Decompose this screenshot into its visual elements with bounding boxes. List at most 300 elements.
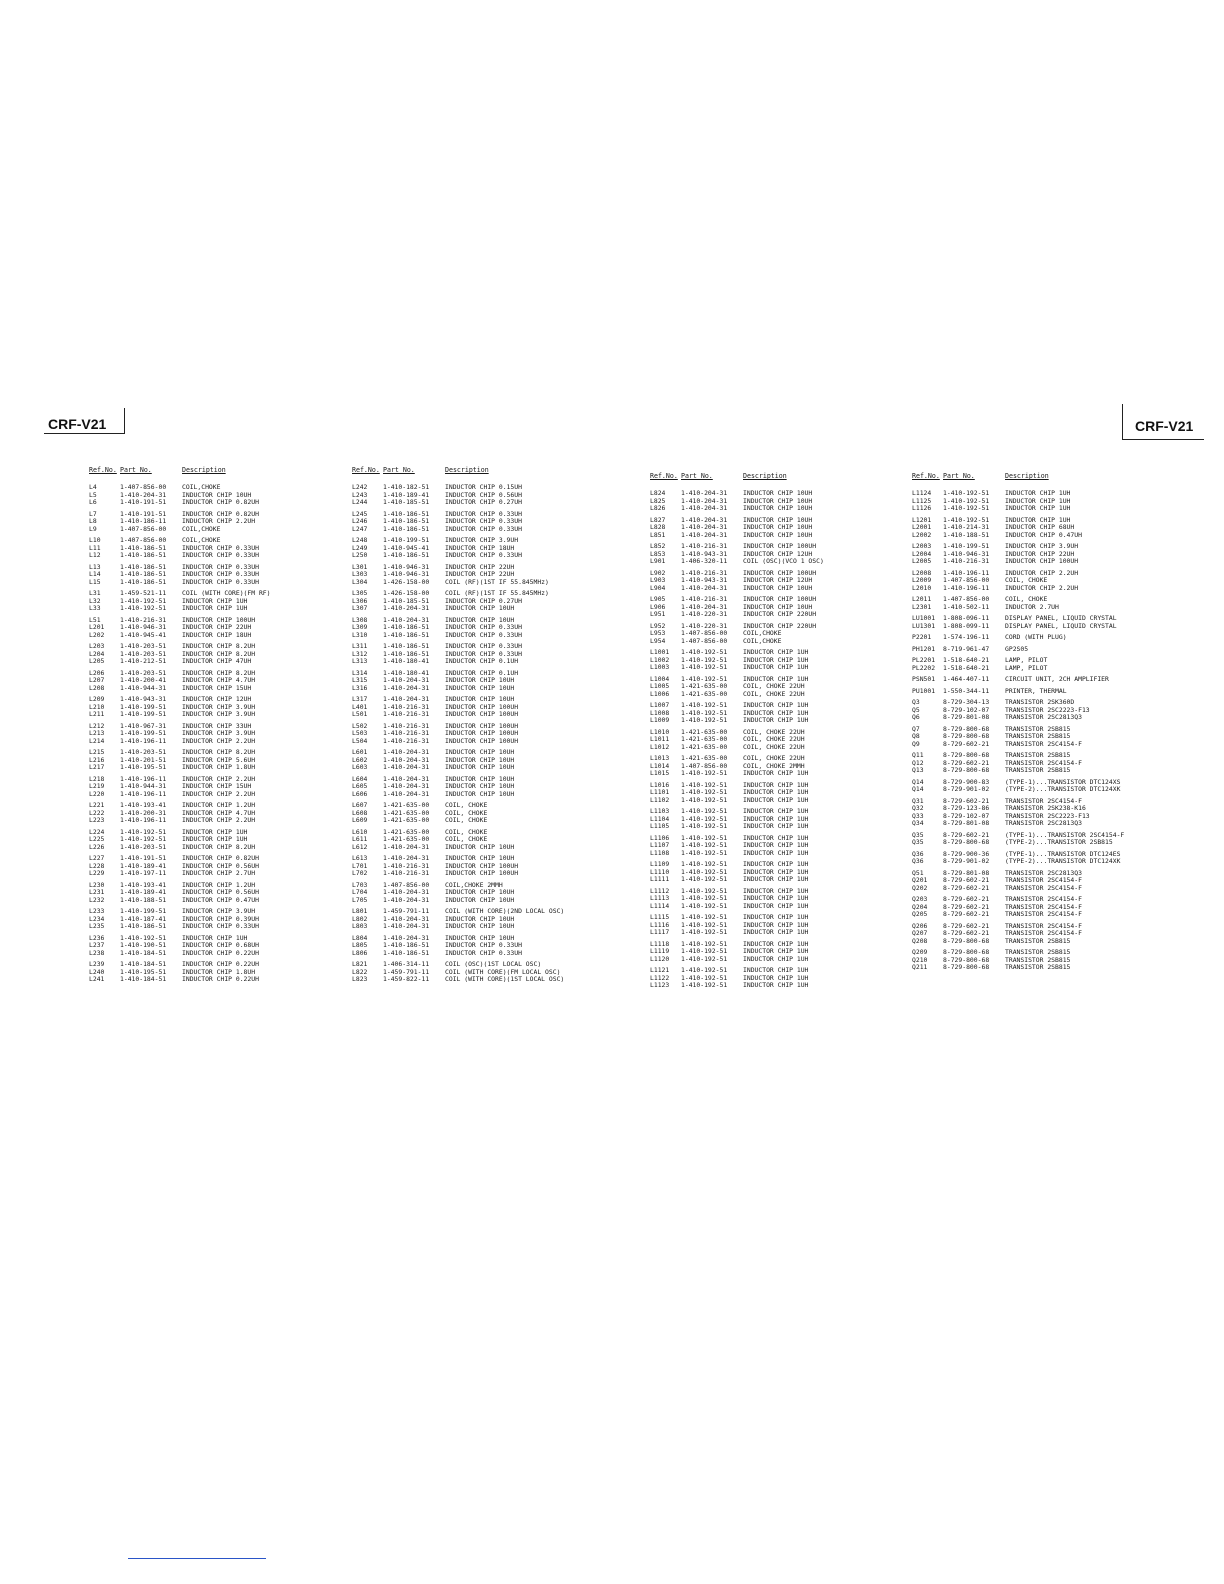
part-group: [89, 723, 339, 746]
part-number: 1-410-186-51: [120, 551, 167, 559]
part-number: 1-407-856-00: [943, 576, 990, 584]
part-group: [89, 590, 339, 613]
part-description: INDUCTOR CHIP 1UH: [182, 604, 248, 612]
part-description: INDUCTOR CHIP 1UH: [743, 886, 809, 895]
ref-number: L608: [352, 808, 368, 817]
part-number: 1-406-320-11: [681, 557, 728, 565]
part-number: 8-729-602-21: [943, 921, 990, 930]
ref-number: L217: [89, 763, 105, 771]
part-description: INDUCTOR CHIP 1UH: [743, 947, 809, 955]
ref-number: L610: [352, 827, 368, 836]
part-group: [912, 949, 1162, 972]
ref-number: L1107: [650, 841, 670, 849]
part-description: INDUCTOR CHIP 0.22UH: [182, 975, 259, 983]
part-description: COIL (WITH CORE)(1ST LOCAL OSC): [445, 975, 565, 983]
ref-number: L11: [89, 543, 101, 552]
part-number: 1-459-822-11: [383, 975, 430, 983]
ref-number: L244: [352, 498, 368, 506]
part-number: 1-410-944-31: [120, 782, 167, 790]
ref-number: L701: [352, 861, 368, 870]
part-row: [89, 817, 339, 825]
ref-number: L503: [352, 729, 368, 737]
part-description: INDUCTOR CHIP 1UH: [743, 795, 809, 804]
part-group: [650, 676, 900, 699]
ref-number: L13: [89, 562, 101, 571]
part-description: COIL (WITH CORE)(FM RF): [182, 589, 271, 597]
part-description: TRANSISTOR 2SB815: [1005, 766, 1071, 774]
part-description: TRANSISTOR 2SC4154-F: [1005, 796, 1082, 805]
part-number: 1-410-204-31: [681, 515, 728, 524]
column-header: [912, 472, 1162, 481]
part-description: COIL, CHOKE: [1005, 595, 1048, 603]
part-group: [89, 643, 339, 666]
ref-number: Q12: [912, 758, 924, 767]
part-group: [89, 696, 339, 719]
part-description: COIL, CHOKE 22UH: [743, 735, 805, 743]
part-number: 1-410-192-51: [681, 860, 728, 868]
ref-number: L2011: [912, 595, 932, 603]
part-number: 1-410-192-51: [681, 886, 728, 895]
ref-number: L1005: [650, 682, 670, 690]
part-description: INDUCTOR CHIP 220UH: [743, 610, 817, 618]
ref-number: L1117: [650, 928, 670, 936]
part-number: 1-410-192-51: [681, 947, 728, 955]
part-group: [352, 696, 602, 719]
parts-column-1: [89, 466, 339, 988]
part-number: 1-426-158-00: [383, 577, 430, 586]
part-row: [912, 714, 1162, 722]
part-number: 1-410-184-51: [120, 948, 167, 957]
part-header: Part No.: [383, 466, 415, 474]
part-description: TRANSISTOR 2SK238-K16: [1005, 804, 1086, 812]
part-description: (TYPE-2)...TRANSISTOR 2SB815: [1005, 838, 1113, 846]
part-number: 1-410-192-51: [681, 841, 728, 849]
ref-number: P2201: [912, 633, 932, 641]
ref-number: L853: [650, 549, 666, 558]
ref-number: L612: [352, 842, 368, 851]
ref-number: L311: [352, 642, 368, 650]
part-number: 1-410-216-31: [383, 729, 430, 737]
part-description: (TYPE-1)...TRANSISTOR DTC124XS: [1005, 777, 1121, 786]
part-number: 1-574-196-11: [943, 633, 990, 641]
part-number: 1-410-203-51: [120, 748, 167, 756]
part-row: [650, 797, 900, 805]
part-description: INDUCTOR CHIP 10UH: [743, 523, 813, 531]
ref-number: L310: [352, 630, 368, 639]
part-description: INDUCTOR CHIP 8.2UH: [182, 748, 256, 756]
part-row: [352, 711, 602, 719]
part-description: INDUCTOR CHIP 100UH: [445, 710, 519, 718]
part-number: 1-464-407-11: [943, 675, 990, 683]
ref-number: L239: [89, 960, 105, 968]
ref-number: PU1001: [912, 686, 936, 695]
part-number: 8-729-102-07: [943, 811, 990, 820]
part-description: INDUCTOR CHIP 100UH: [445, 869, 519, 877]
description-header: Description: [182, 466, 226, 474]
part-group: [912, 923, 1162, 946]
part-number: 1-426-158-00: [383, 589, 430, 597]
part-group: [352, 643, 602, 666]
part-description: INDUCTOR CHIP 10UH: [743, 530, 813, 539]
part-description: INDUCTOR CHIP 0.33UH: [182, 570, 259, 578]
ref-number: L1119: [650, 947, 670, 955]
part-description: COIL (WITH CORE)(FM LOCAL OSC): [445, 967, 561, 976]
part-group: [650, 914, 900, 937]
part-number: 1-410-185-51: [383, 596, 430, 605]
part-group: [912, 699, 1162, 722]
part-number: 1-410-204-31: [383, 604, 430, 612]
part-description: INDUCTOR CHIP 0.47UH: [1005, 530, 1082, 539]
part-group: [352, 484, 602, 507]
part-description: INDUCTOR CHIP 1UH: [743, 901, 809, 910]
part-group: [352, 590, 602, 613]
part-description: INDUCTOR CHIP 3.9UH: [182, 907, 256, 915]
ref-number: PL2201: [912, 656, 936, 664]
ref-number: L233: [89, 907, 105, 915]
part-group: [650, 517, 900, 540]
ref-number: L32: [89, 596, 101, 605]
ref-number: L607: [352, 801, 368, 809]
part-row: [89, 950, 339, 958]
part-description: INDUCTOR CHIP 1.8UH: [182, 763, 256, 771]
part-description: LAMP, PILOT: [1005, 656, 1048, 664]
part-description: INDUCTOR CHIP 18UH: [445, 543, 515, 552]
ref-number: Q211: [912, 963, 928, 971]
part-number: 8-729-900-36: [943, 849, 990, 858]
part-number: 1-410-212-51: [120, 657, 167, 665]
part-description: INDUCTOR CHIP 10UH: [743, 489, 813, 497]
part-row: [650, 770, 900, 778]
ref-number: Q9: [912, 739, 920, 748]
part-row: [352, 764, 602, 772]
part-description: INDUCTOR CHIP 22UH: [1005, 549, 1075, 558]
part-description: INDUCTOR CHIP 2.2UH: [182, 789, 256, 798]
ref-number: L1015: [650, 769, 670, 777]
ref-number: L6: [89, 498, 97, 506]
part-number: 1-410-192-51: [681, 807, 728, 815]
part-number: 1-410-187-41: [120, 914, 167, 923]
part-group: [912, 726, 1162, 749]
part-description: INDUCTOR CHIP 1UH: [743, 833, 809, 842]
ref-number: L2002: [912, 530, 932, 539]
part-description: INDUCTOR CHIP 22UH: [182, 623, 252, 631]
part-group: [912, 490, 1162, 513]
ref-number: L805: [352, 941, 368, 949]
part-number: 1-410-186-51: [383, 524, 430, 533]
part-description: (TYPE-1)...TRANSISTOR DTC124ES: [1005, 849, 1121, 858]
part-description: INDUCTOR CHIP 0.47UH: [182, 895, 259, 904]
part-number: 1-410-220-31: [681, 621, 728, 630]
part-number: 1-410-186-51: [383, 623, 430, 631]
part-number: 8-729-123-86: [943, 804, 990, 812]
ref-number: L248: [352, 536, 368, 544]
part-description: COIL,CHOKE: [743, 636, 782, 645]
ref-number: L206: [89, 668, 105, 677]
ref-number: L241: [89, 975, 105, 983]
part-description: COIL, CHOKE: [445, 801, 488, 809]
part-description: INDUCTOR CHIP 10UH: [445, 782, 515, 790]
part-description: INDUCTOR CHIP 1UH: [743, 920, 809, 929]
ref-number: L806: [352, 948, 368, 957]
part-description: INDUCTOR CHIP 10UH: [743, 583, 813, 592]
part-description: (TYPE-2)...TRANSISTOR DTC124XK: [1005, 785, 1121, 793]
part-number: 1-410-204-31: [681, 583, 728, 592]
ref-number: L951: [650, 610, 666, 618]
ref-number: Q209: [912, 948, 928, 956]
ref-number: L1126: [912, 504, 932, 512]
part-group: [912, 634, 1162, 642]
part-number: 1-410-203-51: [120, 649, 167, 658]
ref-number: L1116: [650, 920, 670, 929]
ref-number: Q33: [912, 811, 924, 820]
ref-number: L309: [352, 623, 368, 631]
part-row: [912, 786, 1162, 794]
part-description: COIL (WITH CORE)(2ND LOCAL OSC): [445, 907, 565, 915]
ref-number: L4: [89, 483, 97, 491]
part-group: [352, 617, 602, 640]
part-description: TRANSISTOR 2SC4154-F: [1005, 895, 1082, 903]
ref-number: L226: [89, 842, 105, 851]
ref-number: L801: [352, 907, 368, 915]
part-description: INDUCTOR CHIP 33UH: [182, 721, 252, 730]
part-number: 8-729-800-68: [943, 766, 990, 774]
part-row: [352, 897, 602, 905]
part-number: 1-410-204-31: [383, 888, 430, 896]
column-header: [352, 466, 602, 475]
part-number: 1-410-192-51: [943, 504, 990, 512]
part-number: 1-407-856-00: [681, 629, 728, 637]
ref-number: L953: [650, 629, 666, 637]
part-row: [352, 685, 602, 693]
part-description: INDUCTOR CHIP 10UH: [743, 496, 813, 505]
part-row: [352, 552, 602, 560]
description-header: Description: [1005, 472, 1049, 480]
part-description: INDUCTOR CHIP 0.82UH: [182, 498, 259, 506]
part-group: [912, 798, 1162, 828]
part-description: INDUCTOR CHIP 0.33UH: [182, 577, 259, 586]
part-row: [89, 632, 339, 640]
column-header: [650, 472, 900, 481]
part-description: INDUCTOR CHIP 10UH: [743, 515, 813, 524]
part-number: 8-729-602-21: [943, 929, 990, 937]
model-label-right: CRF-V21: [1135, 418, 1194, 434]
part-description: INDUCTOR CHIP 10UH: [445, 695, 515, 703]
part-number: 1-410-196-11: [943, 568, 990, 577]
part-description: COIL (RF)(1ST IF 55.845MHz): [445, 577, 549, 586]
part-row: [650, 691, 900, 699]
ref-number: L1124: [912, 489, 932, 497]
part-row: [352, 817, 602, 825]
ref-number: L1125: [912, 496, 932, 505]
part-number: 1-410-192-51: [681, 954, 728, 963]
part-row: [650, 744, 900, 752]
part-number: 1-410-196-11: [120, 789, 167, 798]
ref-number: L14: [89, 570, 101, 578]
part-row: [912, 532, 1162, 540]
ref-number: L705: [352, 895, 368, 904]
part-description: INDUCTOR CHIP 100UH: [743, 595, 817, 603]
part-number: 1-410-192-51: [681, 655, 728, 664]
part-number: 1-410-216-31: [383, 736, 430, 745]
ref-number: L219: [89, 782, 105, 790]
part-row: [352, 870, 602, 878]
part-number: 1-410-216-31: [383, 710, 430, 718]
ref-number: L31: [89, 589, 101, 597]
ref-number: L216: [89, 755, 105, 764]
part-group: [650, 808, 900, 831]
ref-number: L15: [89, 577, 101, 586]
part-group: [352, 802, 602, 825]
part-description: TRANSISTOR 2SC2223-F13: [1005, 705, 1090, 714]
part-row: [352, 499, 602, 507]
part-description: TRANSISTOR 2SB815: [1005, 724, 1071, 733]
ref-number: Q204: [912, 902, 928, 911]
part-description: INDUCTOR CHIP 100UH: [445, 729, 519, 737]
ref-number: L1013: [650, 754, 670, 762]
ref-number: L821: [352, 960, 368, 968]
part-description: INDUCTOR CHIP 2.2UH: [1005, 568, 1079, 577]
part-description: COIL, CHOKE 22UH: [743, 689, 805, 698]
ref-number: L1003: [650, 663, 670, 671]
part-number: 8-729-800-68: [943, 838, 990, 846]
part-description: INDUCTOR CHIP 0.82UH: [182, 854, 259, 862]
part-description: COIL, CHOKE: [445, 827, 488, 836]
part-group: [89, 617, 339, 640]
part-number: 1-410-946-31: [383, 570, 430, 578]
part-description: INDUCTOR CHIP 22UH: [445, 562, 515, 571]
part-header: Part No.: [943, 472, 975, 480]
part-group: [650, 623, 900, 646]
part-row: [89, 579, 339, 587]
ref-number: Q35: [912, 838, 924, 846]
part-description: INDUCTOR CHIP 0.1UH: [445, 657, 519, 665]
part-description: INDUCTOR CHIP 1UH: [743, 981, 809, 989]
part-description: DISPLAY PANEL, LIQUID CRYSTAL: [1005, 614, 1117, 622]
part-number: 8-729-800-68: [943, 751, 990, 759]
part-number: 1-410-192-51: [681, 867, 728, 876]
part-row: [650, 717, 900, 725]
part-number: 1-410-204-31: [383, 774, 430, 783]
part-row: [650, 532, 900, 540]
ref-number: L212: [89, 721, 105, 730]
part-description: (TYPE-2)...TRANSISTOR DTC124XK: [1005, 857, 1121, 865]
part-number: 1-410-191-51: [120, 498, 167, 506]
ref-number: L2008: [912, 568, 932, 577]
ref-number: L954: [650, 636, 666, 645]
part-number: 1-410-204-31: [383, 895, 430, 904]
part-description: INDUCTOR CHIP 1UH: [743, 841, 809, 849]
part-row: [650, 558, 900, 566]
part-row: [912, 911, 1162, 919]
part-number: 1-410-204-31: [681, 504, 728, 512]
ref-number: L952: [650, 621, 666, 630]
part-description: INDUCTOR CHIP 10UH: [445, 933, 515, 942]
part-group: [912, 517, 1162, 540]
part-group: [650, 729, 900, 752]
part-number: 1-410-192-51: [681, 848, 728, 857]
part-description: COIL, CHOKE: [445, 808, 488, 817]
part-row: [912, 688, 1162, 696]
part-description: INDUCTOR CHIP 1UH: [1005, 489, 1071, 497]
ref-number: Q203: [912, 895, 928, 903]
ref-number: L235: [89, 922, 105, 930]
part-description: COIL, CHOKE 2MMH: [743, 761, 805, 770]
ref-number: L804: [352, 933, 368, 942]
ref-number: L401: [352, 702, 368, 711]
part-group: [352, 908, 602, 931]
part-number: 1-410-943-31: [120, 695, 167, 703]
part-number: 8-729-900-83: [943, 777, 990, 786]
part-description: INDUCTOR CHIP 1UH: [743, 708, 809, 717]
part-description: INDUCTOR CHIP 1UH: [743, 814, 809, 823]
ref-number: L704: [352, 888, 368, 896]
part-group: [89, 511, 339, 534]
part-description: INDUCTOR CHIP 1UH: [743, 648, 809, 656]
part-group: [650, 543, 900, 566]
part-description: INDUCTOR CHIP 0.68UH: [182, 941, 259, 949]
ref-number: L1010: [650, 727, 670, 736]
part-number: 1-410-502-11: [943, 602, 990, 611]
part-number: 8-729-602-21: [943, 876, 990, 884]
part-row: [912, 885, 1162, 893]
header-divider-right: [1122, 404, 1123, 440]
part-description: INDUCTOR CHIP 0.33UH: [445, 941, 522, 949]
ref-number: L1120: [650, 954, 670, 963]
part-row: [912, 646, 1162, 654]
part-group: [352, 882, 602, 905]
part-number: 1-410-192-51: [120, 827, 167, 836]
part-number: 1-410-204-31: [383, 782, 430, 790]
part-number: 1-410-204-31: [383, 615, 430, 624]
part-number: 1-459-791-11: [383, 907, 430, 915]
ref-number: L8: [89, 517, 97, 525]
part-description: INDUCTOR CHIP 1UH: [743, 822, 809, 830]
part-group: [650, 888, 900, 911]
part-row: [89, 897, 339, 905]
part-description: INDUCTOR CHIP 10UH: [445, 842, 515, 851]
part-number: 1-410-943-31: [681, 576, 728, 584]
ref-number: L1009: [650, 716, 670, 724]
ref-number: L312: [352, 649, 368, 658]
part-group: [912, 570, 1162, 593]
part-row: [89, 499, 339, 507]
part-row: [89, 658, 339, 666]
ref-number: LU1001: [912, 614, 936, 622]
part-row: [352, 526, 602, 534]
part-number: 1-410-192-51: [681, 966, 728, 974]
part-row: [650, 611, 900, 619]
part-description: INDUCTOR CHIP 1UH: [743, 655, 809, 664]
part-number: 1-410-216-31: [383, 702, 430, 711]
part-group: [89, 484, 339, 507]
part-description: COIL,CHOKE: [743, 629, 782, 637]
ref-number: L605: [352, 782, 368, 790]
part-number: 1-410-186-51: [120, 577, 167, 586]
part-row: [912, 604, 1162, 612]
part-number: 1-407-856-00: [120, 536, 167, 544]
part-row: [650, 982, 900, 990]
part-number: 1-421-635-00: [383, 827, 430, 836]
ref-header: Ref.No.: [912, 472, 940, 480]
part-group: [650, 755, 900, 778]
description-header: Description: [445, 466, 489, 474]
part-row: [912, 634, 1162, 642]
part-row: [352, 923, 602, 931]
part-description: COIL, CHOKE 22UH: [743, 754, 805, 762]
part-number: 1-410-204-31: [383, 763, 430, 771]
part-description: INDUCTOR CHIP 0.22UH: [182, 960, 259, 968]
part-description: INDUCTOR CHIP 10UH: [445, 774, 515, 783]
